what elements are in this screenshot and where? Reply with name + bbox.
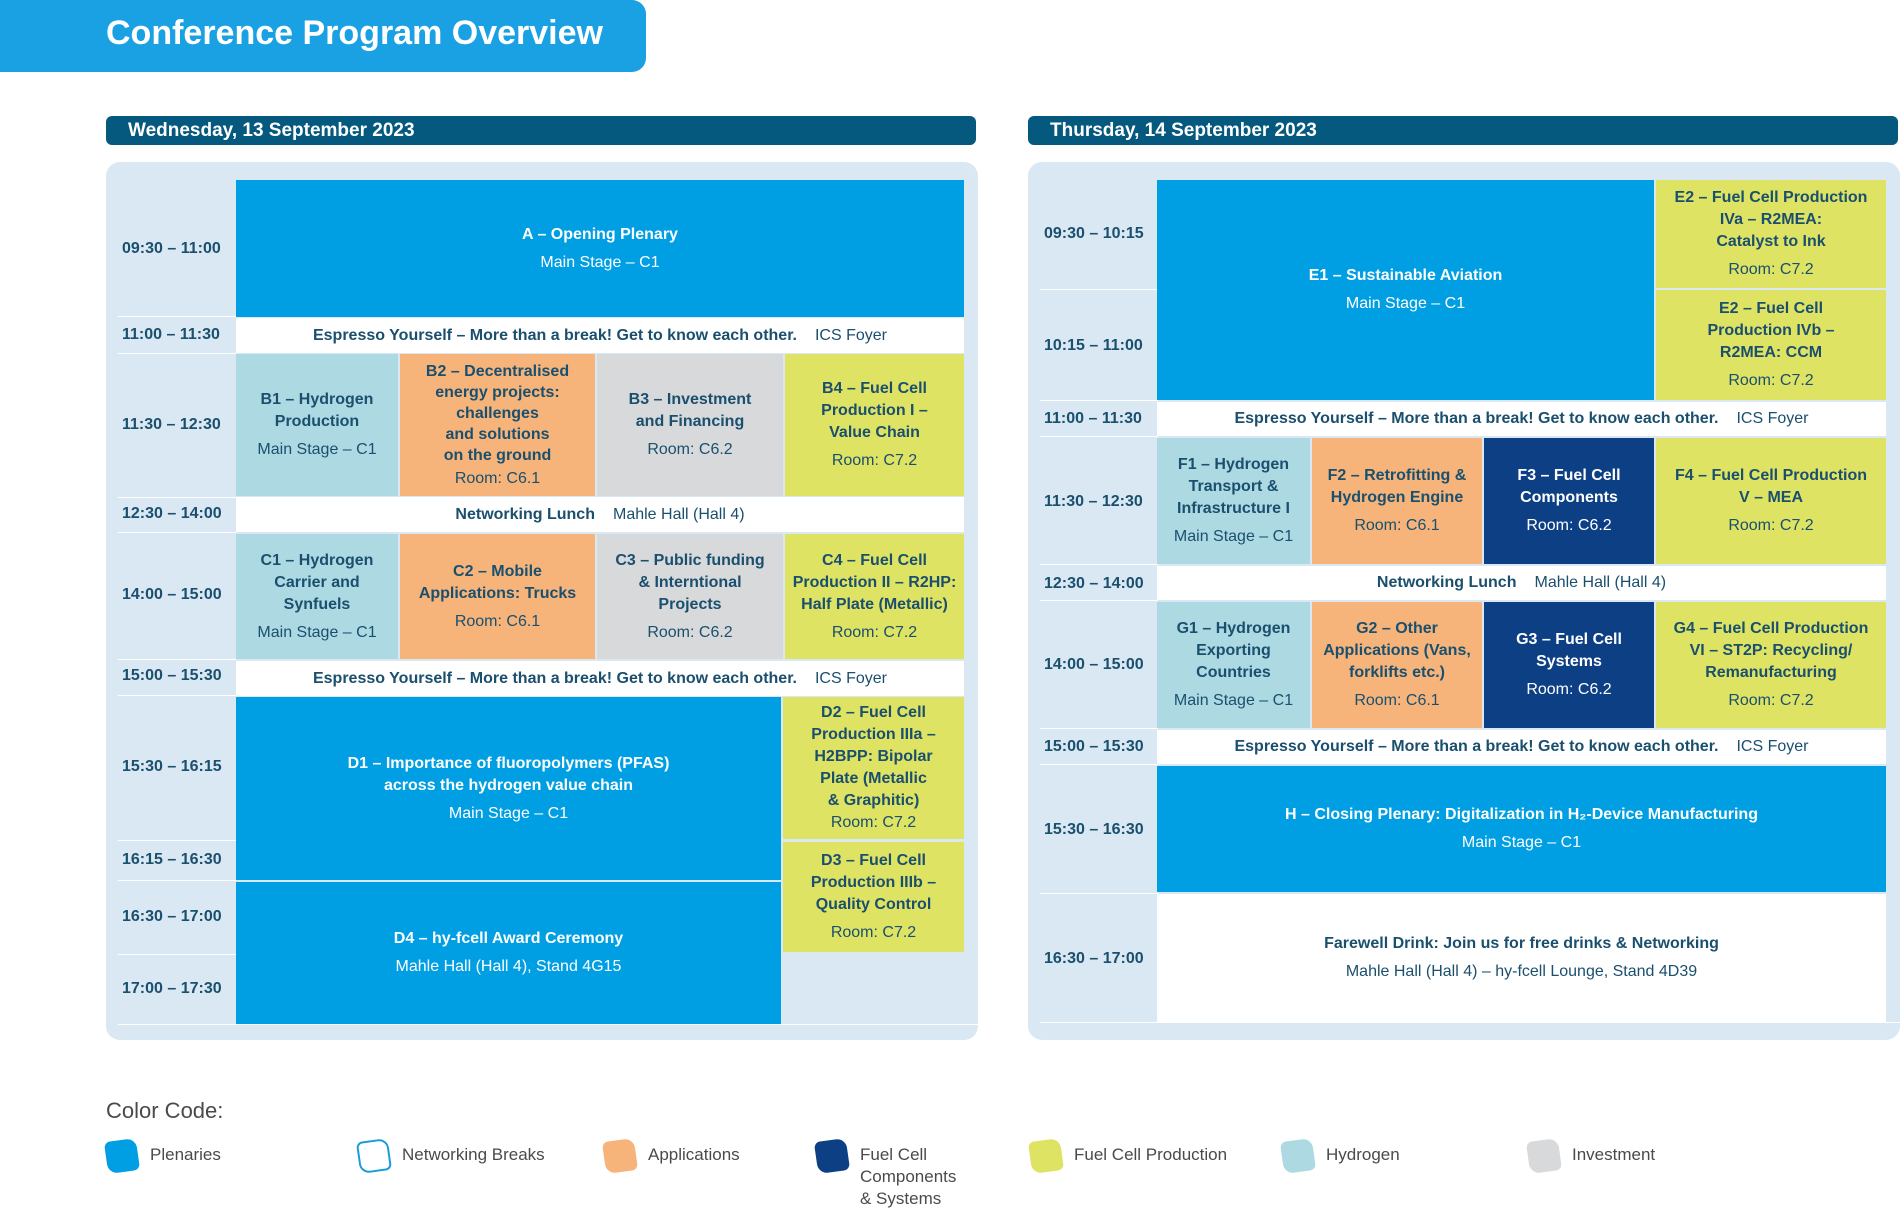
session-title: D4 – hy-fcell Award Ceremony xyxy=(393,930,624,947)
session-B1[interactable] xyxy=(236,354,398,496)
session-C1[interactable] xyxy=(236,534,398,659)
session-room: Mahle Hall (Hall 4), Stand 4G15 xyxy=(395,958,622,975)
session-title: G1 – Hydrogen Exporting Countries xyxy=(1176,620,1291,681)
session-title: C2 – Mobile Applications: Trucks xyxy=(418,562,577,602)
legend-item-plenaries xyxy=(106,1140,221,1172)
session-room: Room: C7.2 xyxy=(1728,372,1814,389)
legend-label: Networking Breaks xyxy=(402,1145,545,1164)
row-divider xyxy=(118,659,236,660)
legend-item-hydrogen xyxy=(1282,1140,1400,1172)
row-divider xyxy=(118,954,236,955)
row-divider xyxy=(118,497,236,498)
time-label: 11:00 – 11:30 xyxy=(122,326,220,343)
session-title: C4 – Fuel Cell Production II – R2HP: Half Plate (Metallic) xyxy=(792,551,957,613)
legend-swatch xyxy=(814,1138,850,1174)
session-room: Main Stage – C1 xyxy=(257,441,377,458)
session-room: ICS Foyer xyxy=(814,326,887,344)
session-room: Room: C6.1 xyxy=(1354,517,1440,534)
session-room: Room: C6.2 xyxy=(1526,517,1612,534)
legend-swatch xyxy=(356,1138,392,1174)
session-title: E2 – Fuel Cell Production IVb – R2MEA: CCM xyxy=(1707,300,1835,361)
day2-header: Thursday, 14 September 2023 xyxy=(1028,116,1898,145)
time-label: 14:00 – 15:00 xyxy=(122,586,222,603)
session-G2[interactable] xyxy=(1312,602,1482,728)
time-label: 16:30 – 17:00 xyxy=(122,908,222,925)
session-room: Room: C7.2 xyxy=(831,623,918,641)
session-title: B1 – Hydrogen Production xyxy=(260,391,374,430)
session-room: Room: C6.1 xyxy=(454,612,541,630)
day1-header: Wednesday, 13 September 2023 xyxy=(106,116,976,145)
session-room: Room: C6.1 xyxy=(1354,692,1440,709)
legend-item-networking xyxy=(358,1140,545,1172)
session-F4[interactable] xyxy=(1656,438,1886,564)
session-title: D2 – Fuel Cell Production IIIa – H2BPP: Bipolar Plate (Metallic & Graphitic) xyxy=(811,704,936,809)
session-B3[interactable] xyxy=(597,354,783,496)
session-room: Room: C6.1 xyxy=(454,470,541,487)
break-lunch xyxy=(236,497,964,532)
row-divider xyxy=(1040,893,1158,894)
session-F2[interactable] xyxy=(1312,438,1482,564)
session-room: Room: C7.2 xyxy=(830,924,917,941)
legend-label: Fuel Cell Production xyxy=(1074,1145,1228,1164)
session-room: Mahle Hall (Hall 4) xyxy=(612,505,745,523)
session-room: Main Stage – C1 xyxy=(448,804,569,822)
session-title: Networking Lunch xyxy=(455,505,595,523)
session-title: G4 – Fuel Cell Production VI – ST2P: Recycling/ Remanufacturing xyxy=(1673,620,1869,681)
session-A[interactable] xyxy=(236,180,964,317)
time-label: 11:30 – 12:30 xyxy=(122,416,221,433)
session-title: Espresso Yourself – More than a break! Get to know each other. xyxy=(312,326,797,344)
legend-item-fc-components xyxy=(816,1140,956,1210)
session-title: C3 – Public funding & Interntional Projects xyxy=(615,551,765,613)
session-room: Main Stage – C1 xyxy=(257,623,377,641)
session-E2a[interactable] xyxy=(1656,180,1886,288)
time-label: 16:30 – 17:00 xyxy=(1044,950,1144,967)
session-G4[interactable] xyxy=(1656,602,1886,728)
time-label: 15:00 – 15:30 xyxy=(1044,738,1144,755)
session-title: D1 – Importance of fluoropolymers (PFAS) across the hydrogen value chain xyxy=(347,754,670,794)
session-B2[interactable] xyxy=(400,354,595,496)
row-divider xyxy=(1040,1022,1900,1023)
session-E2b[interactable] xyxy=(1656,290,1886,400)
row-divider xyxy=(118,353,236,354)
row-divider xyxy=(1040,600,1158,601)
time-label: 09:30 – 10:15 xyxy=(1044,225,1144,242)
session-B4[interactable] xyxy=(785,354,964,496)
session-room: Room: C7.2 xyxy=(1728,517,1814,534)
time-label: 12:30 – 14:00 xyxy=(1044,575,1144,592)
time-label: 17:00 – 17:30 xyxy=(122,980,222,997)
legend-swatch xyxy=(1280,1138,1316,1174)
session-room: Room: C6.2 xyxy=(1526,681,1612,698)
session-title: C1 – Hydrogen Carrier and Synfuels xyxy=(260,551,374,613)
legend-item-investment xyxy=(1528,1140,1655,1172)
session-G1[interactable] xyxy=(1157,602,1310,728)
break-lunch xyxy=(1157,566,1886,600)
session-title: F4 – Fuel Cell Production V – MEA xyxy=(1674,467,1868,506)
legend-label: Fuel Cell Components & Systems xyxy=(860,1145,957,1208)
time-label: 14:00 – 15:00 xyxy=(1044,656,1144,673)
farewell-drink xyxy=(1157,894,1886,1022)
legend-title: Color Code: xyxy=(106,1098,224,1123)
legend-item-applications xyxy=(604,1140,740,1172)
session-room: Room: C7.2 xyxy=(1728,261,1814,278)
session-title: B4 – Fuel Cell Production I – Value Chain xyxy=(821,380,928,441)
break-espresso-2 xyxy=(1157,730,1886,764)
break-espresso-1 xyxy=(236,318,964,353)
session-title: B2 – Decentralised energy projects: challenges and solutions on the ground xyxy=(425,363,570,464)
session-room: ICS Foyer xyxy=(1736,410,1809,427)
legend-label: Applications xyxy=(648,1145,740,1164)
row-divider xyxy=(1040,436,1158,437)
session-F1[interactable] xyxy=(1157,438,1310,564)
time-label: 16:15 – 16:30 xyxy=(122,851,222,868)
session-room: ICS Foyer xyxy=(814,669,887,687)
session-D1[interactable] xyxy=(236,697,781,880)
row-divider xyxy=(118,695,236,696)
legend-swatch xyxy=(1526,1138,1562,1174)
legend-label: Hydrogen xyxy=(1326,1145,1400,1164)
row-divider xyxy=(1040,289,1158,290)
session-E1[interactable] xyxy=(1157,180,1654,400)
time-label: 15:00 – 15:30 xyxy=(122,667,222,684)
session-title: B3 – Investment and Financing xyxy=(628,391,752,430)
time-label: 12:30 – 14:00 xyxy=(122,505,222,522)
session-room: Room: C6.2 xyxy=(647,441,733,458)
page-title: Conference Program Overview xyxy=(106,14,603,52)
legend-item-fc-production xyxy=(1030,1140,1227,1172)
row-divider xyxy=(1040,764,1158,765)
session-room: Main Stage – C1 xyxy=(540,253,660,271)
session-room: Mahle Hall (Hall 4) – hy-fcell Lounge, Stand 4D39 xyxy=(1345,963,1698,980)
session-F3[interactable] xyxy=(1484,438,1654,564)
legend-swatch xyxy=(104,1138,140,1174)
session-title: H – Closing Plenary: Digitalization in H₂-Device Manufacturing xyxy=(1285,806,1758,823)
session-title: Farewell Drink: Join us for free drinks & Networking xyxy=(1324,935,1719,952)
session-title: E2 – Fuel Cell Production IVa – R2MEA: Catalyst to Ink xyxy=(1674,189,1868,250)
session-room: Main Stage – C1 xyxy=(1173,528,1294,545)
legend-label: Plenaries xyxy=(150,1145,221,1164)
session-H[interactable] xyxy=(1157,766,1886,892)
legend-label: Investment xyxy=(1572,1145,1656,1164)
session-room: Main Stage – C1 xyxy=(1345,295,1466,312)
time-label: 11:00 – 11:30 xyxy=(1044,410,1142,427)
session-room: Room: C7.2 xyxy=(1728,692,1814,709)
session-D2[interactable] xyxy=(783,697,964,839)
session-G3[interactable] xyxy=(1484,602,1654,728)
legend-swatch xyxy=(602,1138,638,1174)
row-divider xyxy=(1040,400,1158,401)
session-D3[interactable] xyxy=(783,842,964,952)
session-title: E1 – Sustainable Aviation xyxy=(1308,267,1503,284)
row-divider xyxy=(118,1024,978,1025)
time-label: 15:30 – 16:30 xyxy=(1044,821,1144,838)
row-divider xyxy=(1040,728,1158,729)
session-title: D3 – Fuel Cell Production IIIb – Quality Control xyxy=(810,852,937,913)
legend-swatch xyxy=(1028,1138,1064,1174)
session-C3[interactable] xyxy=(597,534,783,659)
title-banner xyxy=(0,0,646,72)
session-title: F1 – Hydrogen Transport & Infrastructure I xyxy=(1177,456,1290,517)
session-room: Main Stage – C1 xyxy=(1461,834,1582,851)
session-D4[interactable] xyxy=(236,882,781,1024)
session-title: Espresso Yourself – More than a break! Get to know each other. xyxy=(1234,410,1719,427)
time-label: 10:15 – 11:00 xyxy=(1044,337,1143,354)
session-title: A – Opening Plenary xyxy=(522,225,678,243)
row-divider xyxy=(118,532,236,533)
session-title: Espresso Yourself – More than a break! Get to know each other. xyxy=(312,669,797,687)
time-label: 15:30 – 16:15 xyxy=(122,758,222,775)
row-divider xyxy=(118,316,236,317)
session-title: F2 – Retrofitting & Hydrogen Engine xyxy=(1327,467,1467,506)
row-divider xyxy=(1040,564,1158,565)
session-room: ICS Foyer xyxy=(1736,738,1809,755)
session-title: Espresso Yourself – More than a break! Get to know each other. xyxy=(1234,738,1719,755)
time-label: 09:30 – 11:00 xyxy=(122,240,221,257)
row-divider xyxy=(118,880,236,881)
session-C2[interactable] xyxy=(400,534,595,659)
break-espresso-2 xyxy=(236,661,964,696)
session-title: F3 – Fuel Cell Components xyxy=(1517,467,1621,506)
session-room: Room: C6.2 xyxy=(647,623,733,641)
session-room: Mahle Hall (Hall 4) xyxy=(1534,574,1667,591)
session-title: G3 – Fuel Cell Systems xyxy=(1516,631,1622,670)
session-room: Main Stage – C1 xyxy=(1173,692,1294,709)
session-C4[interactable] xyxy=(785,534,964,659)
session-title: G2 – Other Applications (Vans, forklifts etc.) xyxy=(1323,620,1471,681)
time-label: 11:30 – 12:30 xyxy=(1044,493,1143,510)
session-room: Room: C7.2 xyxy=(831,452,918,469)
row-divider xyxy=(118,840,236,841)
session-title: Networking Lunch xyxy=(1376,574,1517,591)
break-espresso-1 xyxy=(1157,402,1886,436)
session-room: Room: C7.2 xyxy=(830,814,917,831)
